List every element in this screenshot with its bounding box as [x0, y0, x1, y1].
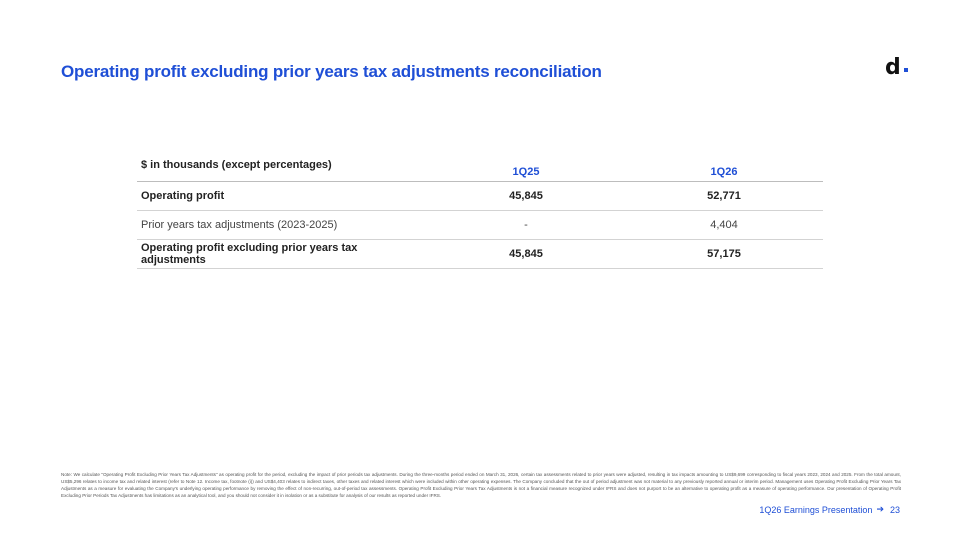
- page-number: 23: [889, 505, 900, 515]
- cell-value: 4,404: [625, 210, 823, 239]
- row-label: Operating profit: [137, 181, 427, 210]
- table-header-label: $ in thousands (except percentages): [137, 153, 427, 181]
- table-row-tax-adjustments: [137, 210, 823, 239]
- footnote: Note: We calculate "Operating Profit Excluding Prior Years Tax Adjustments" as operating profit for the period, excluding the impact of prior periods tax adjustments. During the three-months period ended on March 31, 2026, certain tax assessments related to prior years were adjusted, resulting in tax impacts amounting to US$9,699 corresponding to fiscal years 2023, 2024 and 2025. From the total amount, US$5,296 relates to income tax and related interest (refer to Note 12. Income tax, footnote (i)) and US$4,403 relates to indirect taxes, other taxes and related interest which were included within other operating expenses. The Company concluded that the out of period adjustment was not material to any previously reported annual or interim period. Management uses Operating Profit Excluding Prior Years Tax Adjustments as a measure for evaluating the Company's underlying operating performance by removing the effect of non-recurring, out-of-period tax assessments. Operating Profit Excluding Prior Years Tax Adjustments is not a financial measure recognized under IFRS and does not purport to be an alternative to operating profit as a measure of operating performance. Our presentation of Operating Profit Excluding Prior Periods Tax Adjustments has limitations as an analytical tool, and you should not consider it in isolation or as a substitute for analysis of our results as reported under IFRS.: [61, 472, 901, 498]
- footer-label: 1Q26 Earnings Presentation: [759, 505, 873, 515]
- table-row-operating-profit-excluding: [137, 239, 823, 268]
- cell-value: 52,771: [625, 181, 823, 210]
- arrow-right-icon: ➔: [876, 505, 884, 515]
- cell-value: 57,175: [625, 239, 823, 268]
- logo-letter: d: [885, 55, 901, 80]
- logo-dot-icon: [904, 68, 908, 72]
- cell-value: 45,845: [427, 181, 625, 210]
- company-logo: [885, 56, 908, 80]
- cell-value: -: [427, 210, 625, 239]
- cell-value: 45,845: [427, 239, 625, 268]
- page-title: Operating profit excluding prior years tax adjustments reconciliation: [61, 62, 602, 81]
- table-header-row: [137, 153, 823, 181]
- row-label: Operating profit excluding prior years tax adjustments: [137, 239, 427, 268]
- row-label: Prior years tax adjustments (2023-2025): [137, 210, 427, 239]
- column-header-1q26: 1Q26: [625, 153, 823, 181]
- footer: [759, 505, 900, 515]
- table-row-operating-profit: [137, 181, 823, 210]
- column-header-1q25: 1Q25: [427, 153, 625, 181]
- reconciliation-table: [137, 153, 823, 269]
